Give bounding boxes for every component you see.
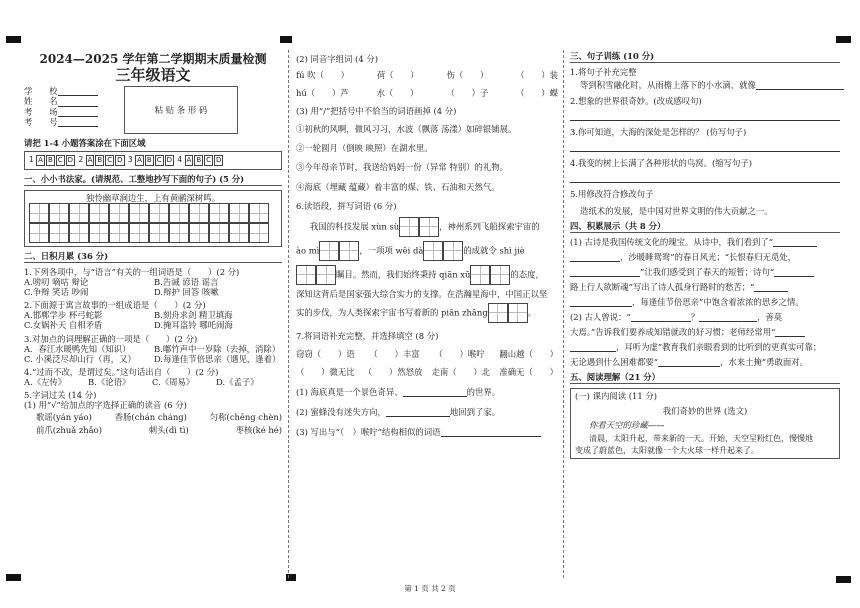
idiom-row [296,349,558,359]
homophone-row [296,70,558,80]
strike-item[interactable]: ④海底（埋藏 蕴藏）着丰富的煤、铁、石油和天然气。 [296,181,500,192]
idiom-blank[interactable]: 窃窃（ ）语 [296,348,355,359]
strike-item[interactable]: ①初秋的风啊，微风习习，水波（飘落 荡漾）如碎银铺展。 [296,124,517,135]
student-info-block [24,86,282,138]
question-5-sub3: (3) 用“/”把括号中不恰当的词语画掉 (4 分) [296,106,457,117]
passage-line: 深知这背后是国家强大综合实力的支撑。在浩瀚星海中，中国正以坚 [296,288,548,299]
poem-line: ，耳听为虚”教育我们亲眼看到的比听到的更真实可靠； [570,342,840,352]
column-middle [296,48,558,578]
calligraphy-sentence: 独怜幽草涧边生，上有黄鹂深树鸣。 [86,192,220,203]
fill-sentence: (2) 蜜蜂没有迷失方向， 地回到了家。 [296,407,501,418]
strike-item[interactable]: ②一轮圆月（倒映 映照）在湖水里。 [296,143,433,154]
column-left [24,48,282,578]
poem-line: 大焉。”告诉我们要养成知错就改的好习惯；老师经常用“ [570,327,840,337]
reading-passage-box [570,388,840,458]
section-heading-sentences: 三、句子训练 (10 分) [570,50,840,63]
fill-sentence: (3) 写出与“（ ）喉咛”结构相似的词语 [296,427,558,437]
idiom-blank[interactable]: （ ）喉咛 [434,348,485,359]
fill-blank[interactable] [631,321,691,322]
option-d[interactable]: D.辩护 回答 咳嗽 [154,287,219,298]
fill-blank[interactable] [775,336,805,337]
reading-title: 我们奇妙的世界 (选文) [662,405,748,416]
fill-blank[interactable] [570,261,620,262]
question-1-stem: 1.下列各项中，与“语言”有关的一组词语是（ ）(2 分) [24,267,240,278]
homophone-blank[interactable]: （ ）蝶 [516,88,558,99]
pinyin-grid[interactable] [319,241,359,261]
homophone-blank[interactable]: fú 吹（ ） [296,70,350,81]
idiom-blank[interactable]: （ ）然怒放 [363,366,423,377]
section-heading-accumulate: 四、积累展示（共 8 分） [570,220,840,233]
pinyin-choice[interactable]: 香肠(chán cháng) [114,412,187,423]
info-field-name[interactable]: 姓 名 [24,96,112,106]
section-heading-accumulation: 二、日积月累 (36 分) [24,250,282,263]
registration-mark [280,36,292,43]
question-2-stem: 2.下面源于寓言故事的一组成语是（ ）(2 分) [24,300,206,311]
option-a[interactable]: A．春江水暖鸭先知（知识） [24,343,131,354]
passage-line: 我国的科技发展 xùn sù ，神州系列飞船探索宇宙的 [296,217,558,237]
fill-blank[interactable] [386,416,450,417]
reading-paragraph: 变成了蔚蓝色，太阳就像一个大火球一样升起来了。 [575,446,759,456]
reading-label: (一) 课内阅读 (11 分) [575,391,657,402]
option-a[interactable]: A.《左传》 [24,376,67,387]
barcode-area [124,86,238,134]
homophone-blank[interactable]: 水（ ） [376,88,419,99]
idiom-blank[interactable]: 准确无（ ） [499,366,558,377]
option-c[interactable]: C. 小溪泛尽却山行（再，又） [24,353,136,364]
option-b[interactable]: B.《论语》 [88,376,131,387]
sentence-task-1-text: 等到积雪融化时，从雨檐上落下的小水滴，就像 [570,80,840,90]
writing-grid[interactable] [29,223,269,243]
idiom-blank[interactable]: （ ）微无比 [296,366,355,377]
answer-line[interactable] [570,139,840,152]
passage-line: 瞩目。然而，我们始终秉持 qiān xū 的态度， [296,265,558,285]
question-3-options [24,354,282,364]
answer-instruction: 请把 1-4 小题答案涂在下面区域 [24,138,146,149]
registration-mark [836,36,851,43]
info-field-school[interactable]: 学 校 [24,86,112,96]
question-4-stem: 4.“过而不改，是谓过矣。”这句话出自（ ）(2 分) [24,366,219,377]
page-footer: 第 1 页 共 2 页 [404,584,456,593]
section-heading-calligraphy: 一、小小书法家。(请规范、工整地抄写下面的句子) (5 分) [24,173,282,186]
option-a[interactable]: A.唠叨 嘀咕 辩论 [24,277,89,288]
answer-line[interactable] [570,170,840,183]
passage-line: 实的步伐，为人类探索宇宙书写着新的 piān zhāng 。 [296,303,558,323]
calligraphy-box [24,190,282,247]
idiom-blank[interactable]: （ ）丰富 [369,348,420,359]
poem-line: 无论遇到什么困难都要“ ，水来土掩”勇敢面对。 [570,357,809,368]
fill-blank[interactable] [774,276,814,277]
answer-bubble-area [24,151,282,169]
homophone-blank[interactable]: 荷（ ） [376,70,419,81]
question-5-sub2: (2) 同音字组词 (4 分) [296,54,378,64]
question-3-stem: 3.对加点的词理解正确的一项是（ ）(2 分) [24,333,198,344]
answer-item[interactable]: 2 A B C D [78,155,123,165]
answer-line[interactable] [570,108,840,121]
fill-blank[interactable] [773,246,817,247]
homophone-blank[interactable]: （ ）装 [516,70,558,81]
fill-blank[interactable] [756,89,844,90]
sentence-task-1: 1.将句子补充完整 [570,67,637,78]
info-field-number[interactable]: 考 号 [24,117,112,127]
sentence-task-4: 4.我变的树上长满了各种形状的鸟窝。(缩写句子) [570,158,753,169]
question-2-options [24,320,282,330]
pinyin-grid[interactable] [423,241,463,261]
poem-line: (1) 古诗是我国传统文化的瑰宝。从诗中，我们看到了“ [570,237,840,247]
exam-title: 2024—2025 学年第二学期期末质量检测 [39,52,267,66]
answer-item[interactable]: 4 A B C D [177,155,222,165]
reading-paragraph: 清晨，太阳升起，带来新的一天。开始，天空呈粉红色，慢慢地 [589,433,813,443]
question-5-sub1: (1) 用“√”给加点的字选择正确的读音 (6 分) [24,400,187,411]
column-right [570,48,840,578]
sentence-task-5-text[interactable]: 造纸术的发展，是中国对世界文明的伟大贡献之一。 [580,205,773,216]
poem-line: 路上行人欲断魂”写出了诗人孤身行路时的愁苦；“ [570,282,840,292]
homophone-blank[interactable]: 伤（ ） [446,70,489,81]
pinyin-grid[interactable] [296,265,336,285]
exam-subject: 三年级语文 [115,66,191,85]
pinyin-choice[interactable]: 前爪(zhuǎ zhǎo) [36,425,102,436]
registration-mark [6,574,21,581]
idiom-blank[interactable]: 翻山越（ ） [499,348,558,359]
question-7-stem: 7.将词语补充完整，并选择填空 (8 分) [296,330,439,341]
option-b[interactable]: B.刻舟求剑 精卫填海 [154,310,233,321]
strike-item[interactable]: ③今年母亲节时，我送给妈妈一份（异常 特别）的礼物。 [296,162,509,173]
registration-mark [6,36,21,43]
question-1-options [24,277,282,287]
pinyin-choice[interactable]: 歌谣(yán yáo) [36,412,92,423]
homophone-blank[interactable]: hú（ ）芦 [296,88,349,99]
fill-sentence: (1) 海底真是一个景色奇异、 的世界。 [296,387,501,398]
reading-subtitle: 你看天空的珍藏—— [589,419,665,430]
option-c[interactable]: C.女娲补天 自相矛盾 [24,320,103,331]
fill-blank[interactable] [570,351,616,352]
pinyin-choice[interactable]: 枣核(ké hé) [235,425,282,436]
pinyin-grid[interactable] [470,265,510,285]
poem-line: ，每逢佳节倍思亲”中饱含着浓浓的思乡之情。 [570,297,840,307]
section-heading-reading: 五、阅读理解（21 分） [570,371,840,384]
poem-line: ，沙暖睡鸳鸯”的春日风光；“长恨春归无觅处， [570,252,840,262]
column-divider [563,50,564,578]
option-b[interactable]: B.告诫 谚语 谣言 [154,277,219,288]
option-b[interactable]: B.嘟竹声中一岁除（去掉，消除） [154,343,281,354]
passage-line: ào mì ，一项项 wěi dà 的成就令 shì jiè [296,241,558,261]
question-1-options [24,287,282,297]
option-a[interactable]: A.邯郸学步 杯弓蛇影 [24,310,103,321]
sentence-task-2: 2.想象的世界很奇妙。(改成感叹句) [570,96,702,107]
option-c[interactable]: C.《周易》 [152,376,195,387]
question-4-options [24,377,282,387]
question-3-options [24,344,282,354]
pinyin-choice[interactable]: 匀称(chēng chèn) [209,412,282,423]
homophone-blank[interactable]: （ ）子 [446,88,489,99]
column-divider [288,50,289,578]
fill-blank[interactable] [403,396,467,397]
fill-blank[interactable] [570,306,632,307]
option-d[interactable]: D.每逢佳节倍思亲（遇见，逢着） [154,353,281,364]
pinyin-choice[interactable]: 刺头(dì tì) [148,425,189,436]
barcode-label: 粘 贴 条 形 码 [154,105,208,116]
pinyin-grid[interactable] [399,217,439,237]
poem-line: ”让我们感受到了春天的短暂；诗句“ [570,267,840,277]
pinyin-grid[interactable] [488,303,528,323]
pinyin-row [24,412,282,422]
option-d[interactable]: D.掩耳盗铃 哪吒闹海 [154,320,233,331]
option-c[interactable]: C.争辩 笑话 吵闹 [24,287,89,298]
question-5-stem: 5.字词过关 (14 分) [24,389,97,400]
fill-blank[interactable] [754,291,788,292]
writing-grid[interactable] [29,203,269,223]
info-field-room[interactable]: 考 场 [24,107,112,117]
pinyin-row [24,425,282,435]
homophone-row [296,88,558,98]
option-d[interactable]: D.《孟子》 [216,376,259,387]
question-2-options [24,310,282,320]
question-6-stem: 6.读语段，拼写词语 (6 分) [296,200,397,211]
fill-blank[interactable] [441,436,541,437]
sentence-task-5: 5.用修改符合修改句子 [570,189,654,200]
poem-line: (2) 古人曾说：“ ？ ，善莫 [570,312,783,323]
fill-blank[interactable] [658,366,720,367]
idiom-blank[interactable]: 走南（ ）北 [431,366,491,377]
answer-item[interactable]: 1 A B C D [29,155,74,165]
fill-blank[interactable] [570,276,640,277]
idiom-row [296,367,558,377]
sentence-task-3: 3.你可知道，大海的深处是怎样的？ (仿写句子) [570,127,747,138]
fill-blank[interactable] [699,321,757,322]
answer-item[interactable]: 3 A B C D [127,155,172,165]
